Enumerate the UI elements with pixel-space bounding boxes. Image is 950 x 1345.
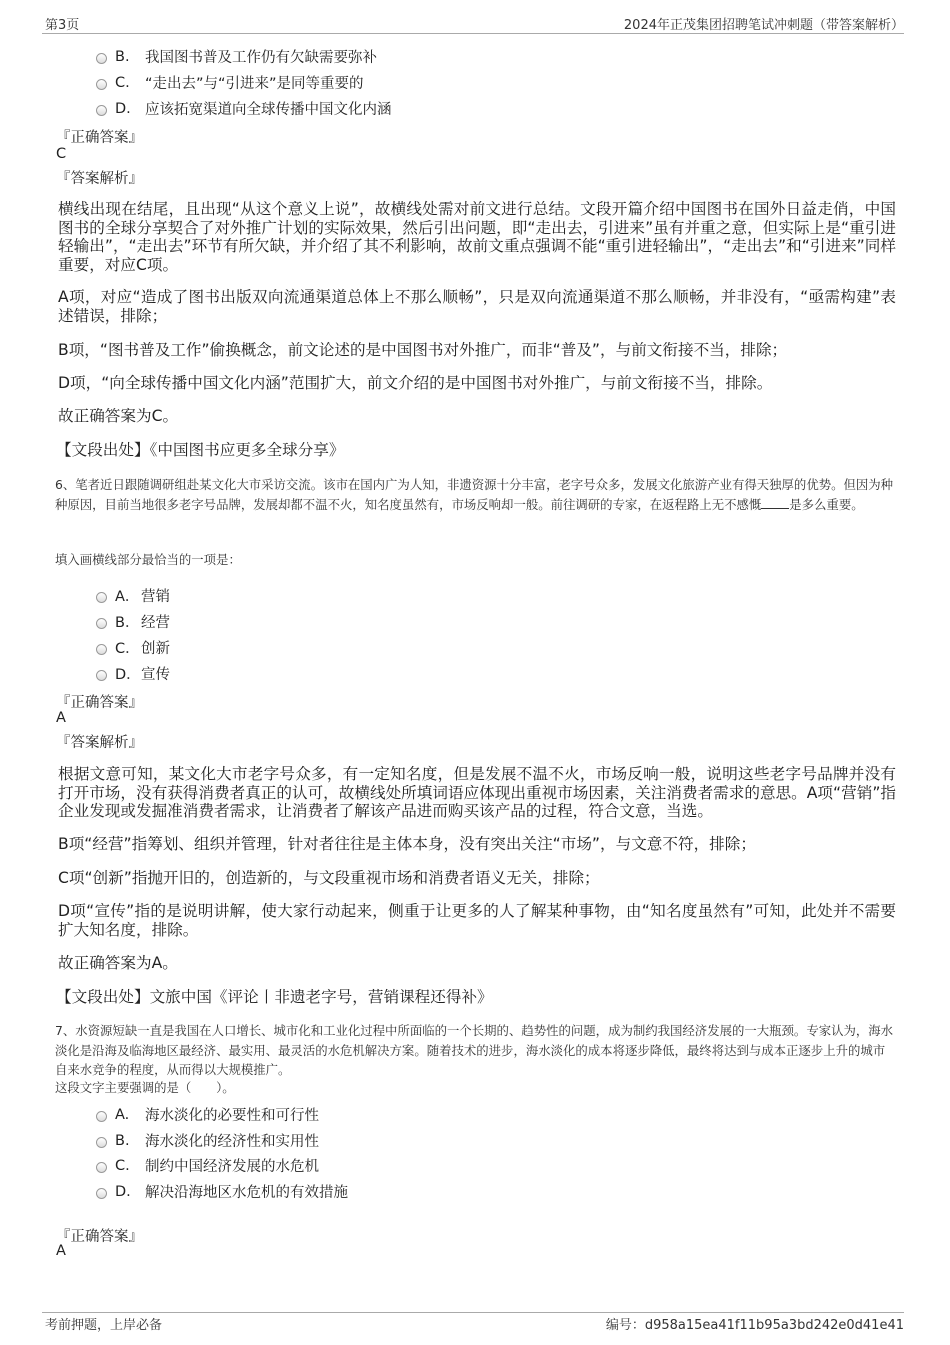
q5-option-b[interactable] (96, 46, 377, 67)
q5-option-d[interactable] (96, 98, 392, 119)
q6-option-d[interactable] (96, 663, 170, 684)
option-text: 宣传 (141, 667, 170, 683)
q6-analysis-main: 根据文意可知，某文化大市老字号众多，有一定知名度，但是发展不温不火，市场反响一般，说明这些老字号品牌并没有打开市场，没有获得消费者真正的认可，故横线处所填词语应体现出重视市场因素，关注消费者需求的意思。A项“营销”指企业发现或发掘准消费者需求，让消费者了解该产品进而购买该产品的过程，符合文意，当选。 (58, 765, 896, 820)
q5-answer-label: 『正确答案』 (56, 130, 143, 146)
radio-icon[interactable] (96, 644, 107, 655)
q7-prompt: 这段文字主要强调的是（ ）。 (55, 1080, 235, 1095)
q6-stem (55, 475, 897, 514)
q5-analysis-b: B项，“图书普及工作”偷换概念，前文论述的是中国图书对外推广，而非“普及”，与前文衔接不当，排除； (58, 341, 788, 359)
radio-icon[interactable] (96, 53, 107, 64)
q7-option-b[interactable] (96, 1130, 319, 1151)
footer-divider (42, 1312, 904, 1313)
option-letter: D． (115, 667, 141, 683)
option-text: 海水淡化的经济性和实用性 (145, 1134, 319, 1150)
q6-analysis-label: 『答案解析』 (56, 735, 143, 751)
q6-answer: A (56, 710, 66, 726)
option-letter: A． (115, 589, 140, 605)
footer-slogan: 考前押题，上岸必备 (45, 1318, 163, 1333)
radio-icon[interactable] (96, 670, 107, 681)
q7-answer: A (56, 1243, 66, 1259)
option-letter: D. (115, 100, 131, 117)
q7-answer-label: 『正确答案』 (56, 1229, 143, 1245)
option-letter: C. (115, 1157, 130, 1174)
q6-answer-label: 『正确答案』 (56, 695, 143, 711)
radio-icon[interactable] (96, 1137, 107, 1148)
option-text: 制约中国经济发展的水危机 (145, 1159, 319, 1175)
q5-analysis-d: D项，“向全球传播中国文化内涵”范围扩大，前文介绍的是中国图书对外推广，与前文衔接不当，排除。 (58, 374, 773, 392)
option-text: 我国图书普及工作仍有欠缺需要弥补 (145, 50, 377, 66)
option-letter: A. (115, 1106, 130, 1123)
q5-analysis-label: 『答案解析』 (56, 171, 143, 187)
option-text: 海水淡化的必要性和可行性 (145, 1108, 319, 1124)
stem-text-end: 是多么重要。 (789, 496, 864, 512)
page-number: 第3页 (45, 18, 80, 33)
q5-answer: C (56, 146, 67, 162)
radio-icon[interactable] (96, 592, 107, 603)
document-title: 2024年正茂集团招聘笔试冲刺题（带答案解析） (623, 18, 904, 33)
header-divider (42, 33, 904, 34)
option-text: 创新 (141, 641, 170, 657)
q7-option-a[interactable] (96, 1104, 319, 1125)
option-text: 营销 (141, 589, 170, 605)
q6-source: 【文段出处】文旅中国《评论丨非遗老字号，营销课程还得补》 (56, 988, 493, 1006)
option-text: 应该拓宽渠道向全球传播中国文化内涵 (145, 102, 392, 118)
q5-analysis-a: A项，对应“造成了图书出版双向流通渠道总体上不那么顺畅”，只是双向流通渠道不那么顺畅，并非没有，“亟需构建”表述错误，排除； (58, 288, 896, 325)
q6-analysis-d: D项“宣传”指的是说明讲解，使大家行动起来，侧重于让更多的人了解某种事物，由“知名度虽然有”可知，此处并不需要扩大知名度，排除。 (58, 902, 896, 939)
option-letter: B. (115, 1132, 130, 1149)
q6-analysis-c: C项“创新”指抛开旧的，创造新的，与文段重视市场和消费者语义无关，排除； (58, 869, 600, 887)
q5-analysis-main: 横线出现在结尾，且出现“从这个意义上说”，故横线处需对前文进行总结。文段开篇介绍中国图书在国外日益走俏，中国图书的全球分享契合了对外推广计划的实际效果，然后引出问题，即“走出去，引进来”虽有并重之意，但实际上是“重引进轻输出”，“走出去”环节有所欠缺，并介绍了其不利影响，故前文重点强调不能“重引进轻输出”，“走出去”和“引进来”同样重要，对应C项。 (58, 200, 896, 274)
radio-icon[interactable] (96, 1111, 107, 1122)
radio-icon[interactable] (96, 618, 107, 629)
option-letter: B． (115, 615, 140, 631)
radio-icon[interactable] (96, 1162, 107, 1173)
q5-option-c[interactable] (96, 72, 364, 93)
q6-option-a[interactable] (96, 585, 170, 606)
radio-icon[interactable] (96, 105, 107, 116)
option-letter: C． (115, 641, 140, 657)
q5-conclusion: 故正确答案为C。 (58, 407, 179, 425)
q7-option-c[interactable] (96, 1155, 319, 1176)
q6-option-c[interactable] (96, 637, 170, 658)
q6-conclusion: 故正确答案为A。 (58, 954, 178, 972)
option-text: 解决沿海地区水危机的有效措施 (145, 1185, 348, 1201)
option-letter: D. (115, 1183, 131, 1200)
q6-analysis-b: B项“经营”指筹划、组织并管理，针对者往往是主体本身，没有突出关注“市场”，与文意不符，排除； (58, 835, 756, 853)
radio-icon[interactable] (96, 1188, 107, 1199)
option-text: “走出去”与“引进来”是同等重要的 (145, 76, 364, 92)
option-letter: C. (115, 74, 130, 91)
q6-option-b[interactable] (96, 611, 170, 632)
q5-source: 【文段出处】《中国图书应更多全球分享》 (56, 441, 345, 459)
option-letter: B. (115, 48, 130, 65)
document-id: 编号：d958a15ea41f11b95a3bd242e0d41e41 (605, 1318, 904, 1333)
fill-blank (761, 496, 789, 509)
q7-option-d[interactable] (96, 1181, 348, 1202)
q6-prompt: 填入画横线部分最恰当的一项是： (55, 552, 241, 567)
stem-text: 6、笔者近日跟随调研组赴某文化大市采访交流。该市在国内广为人知，非遗资源十分丰富，老字号众多，发展文化旅游产业有得天独厚的优势。但因为种种原因，目前当地很多老字号品牌，发展却都不温不火，知名度虽然有，市场反响却一般。前往调研的专家，在返程路上无不感慨 (55, 477, 894, 512)
radio-icon[interactable] (96, 79, 107, 90)
option-text: 经营 (141, 615, 170, 631)
q7-stem: 7、水资源短缺一直是我国在人口增长、城市化和工业化过程中所面临的一个长期的、趋势性的问题，成为制约我国经济发展的一大瓶颈。专家认为，海水淡化是沿海及临海地区最经济、最实用、最灵活的水危机解决方案。随着技术的进步，海水淡化的成本将逐步降低，最终将达到与成本正逐步上升的城市自来水竞争的程度，从而得以大规模推广。 (55, 1023, 894, 1077)
